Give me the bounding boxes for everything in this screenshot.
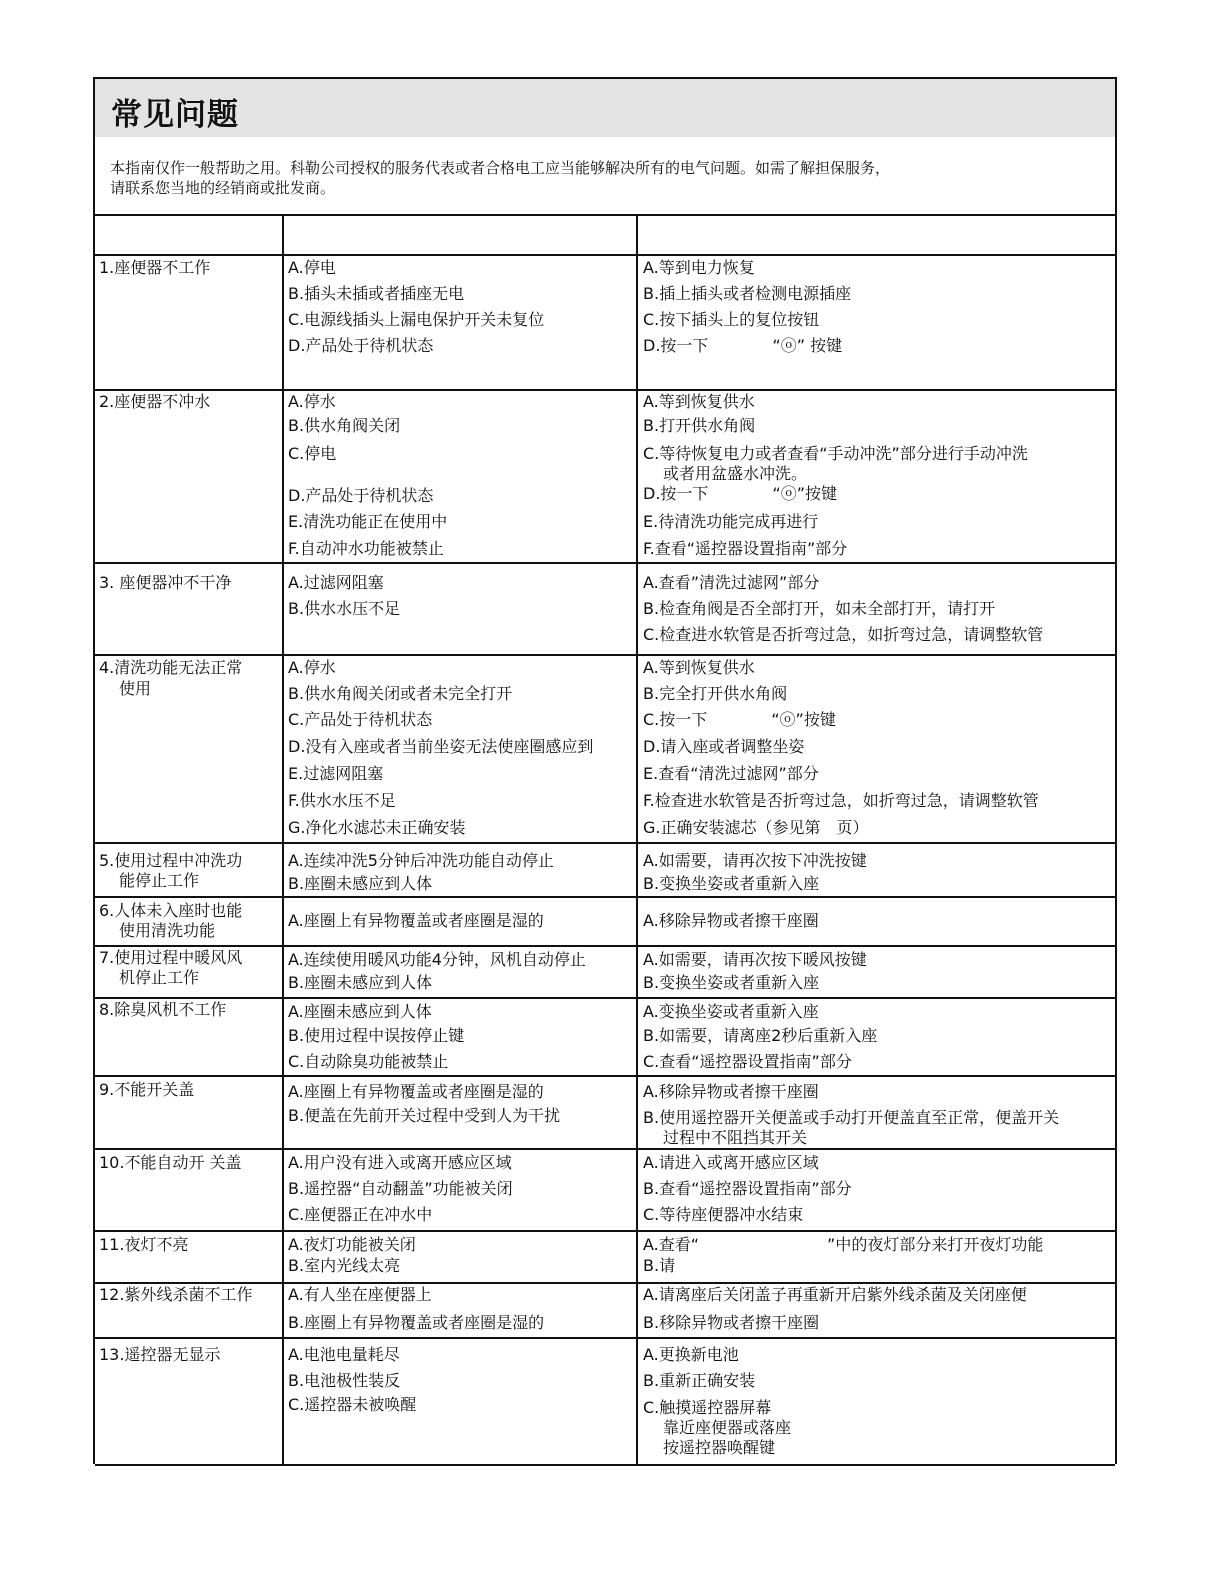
solution-text: A.如需要，请再次按下暖风按键 — [643, 950, 867, 969]
solution-text: B.变换坐姿或者重新入座 — [643, 874, 820, 893]
cause-text: B.使用过程中误按停止键 — [288, 1026, 465, 1045]
table-top-border — [95, 214, 1115, 216]
row-separator — [95, 1148, 1115, 1150]
cause-text: A.座圈上有异物覆盖或者座圈是湿的 — [288, 911, 544, 930]
solution-text: E.待清洗功能完成再进行 — [643, 512, 819, 531]
solution-text: E.查看“清洗过滤网”部分 — [643, 764, 819, 783]
intro-paragraph — [110, 158, 1100, 198]
cause-text: A.停水 — [288, 658, 336, 677]
solution-text: B.请 — [643, 1256, 676, 1275]
title-bar — [95, 79, 1115, 137]
row-separator — [95, 1075, 1115, 1077]
problem-text: 2.座便器不冲水 — [99, 392, 211, 411]
cause-text: A.电池电量耗尽 — [288, 1345, 400, 1364]
solution-text: C.按下插头上的复位按钮 — [643, 310, 820, 329]
solution-text: F.检查进水软管是否折弯过急，如折弯过急，请调整软管 — [643, 791, 1039, 810]
problem-text: 4.清洗功能无法正常 — [99, 658, 243, 677]
solution-text: A.如需要，请再次按下冲洗按键 — [643, 851, 867, 870]
solution-text: F.查看“遥控器设置指南”部分 — [643, 539, 848, 558]
solution-text: C.等待恢复电力或者查看“手动冲洗”部分进行手动冲洗 — [643, 444, 1028, 463]
cause-text: B.供水角阀关闭 — [288, 416, 401, 435]
problem-text: 5.使用过程中冲洗功 — [99, 851, 243, 870]
row-separator — [95, 389, 1115, 391]
solution-text: 靠近座便器或落座 — [663, 1418, 792, 1437]
solution-text: A.查看“ ”中的夜灯部分来打开夜灯功能 — [643, 1235, 1044, 1254]
cause-text: C.自动除臭功能被禁止 — [288, 1052, 449, 1071]
cause-text: A.连续冲洗5分钟后冲洗功能自动停止 — [288, 851, 554, 870]
row-separator — [95, 654, 1115, 656]
row-separator — [95, 896, 1115, 898]
cause-text: A.有人坐在座便器上 — [288, 1285, 432, 1304]
problem-text: 11.夜灯不亮 — [99, 1235, 189, 1254]
row-separator — [95, 842, 1115, 844]
solution-text: B.移除异物或者擦干座圈 — [643, 1313, 820, 1332]
cause-text: B.室内光线太亮 — [288, 1256, 401, 1275]
solution-text: B.检查角阀是否全部打开，如未全部打开，请打开 — [643, 599, 996, 618]
cause-text: A.过滤网阻塞 — [288, 573, 384, 592]
solution-text: C.查看“遥控器设置指南”部分 — [643, 1052, 852, 1071]
problem-text: 9.不能开关盖 — [99, 1080, 195, 1099]
solution-text: A.移除异物或者擦干座圈 — [643, 1082, 819, 1101]
solution-text: 按遥控器唤醒键 — [663, 1438, 776, 1457]
solution-text: B.打开供水角阀 — [643, 416, 756, 435]
cause-text: C.停电 — [288, 444, 337, 463]
cause-text: A.座圈上有异物覆盖或者座圈是湿的 — [288, 1082, 544, 1101]
problem-text: 使用 — [119, 679, 152, 698]
row-separator — [95, 997, 1115, 999]
cause-text: C.座便器正在冲水中 — [288, 1205, 433, 1224]
problem-text: 12.紫外线杀菌不工作 — [99, 1285, 253, 1304]
cause-text: A.停水 — [288, 392, 336, 411]
row-separator — [95, 1282, 1115, 1284]
solution-text: A.更换新电池 — [643, 1345, 739, 1364]
solution-text: C.检查进水软管是否折弯过急，如折弯过急，请调整软管 — [643, 625, 1044, 644]
solution-text: D.按一下 “ⓞ” 按键 — [643, 336, 843, 355]
solution-text: C.触摸遥控器屏幕 — [643, 1398, 772, 1417]
cause-text: A.座圈未感应到人体 — [288, 1002, 432, 1021]
column-divider-1 — [282, 215, 284, 1466]
problem-text: 1.座便器不工作 — [99, 258, 211, 277]
column-divider-2 — [636, 215, 638, 1466]
solution-text: B.查看“遥控器设置指南”部分 — [643, 1179, 852, 1198]
problem-text: 7.使用过程中暖风风 — [99, 948, 243, 967]
solution-text: B.完全打开供水角阀 — [643, 684, 788, 703]
solution-text: D.按一下 “ⓞ”按键 — [643, 484, 837, 503]
table-bottom-border — [95, 1464, 1115, 1466]
cause-text: C.遥控器未被唤醒 — [288, 1395, 417, 1414]
cause-text: F.自动冲水功能被禁止 — [288, 539, 444, 558]
problem-text: 使用清洗功能 — [119, 921, 216, 940]
cause-text: D.产品处于待机状态 — [288, 336, 434, 355]
cause-text: A.停电 — [288, 258, 336, 277]
solution-text: B.重新正确安装 — [643, 1371, 756, 1390]
solution-text: B.如需要，请离座2秒后重新入座 — [643, 1026, 878, 1045]
cause-text: A.用户没有进入或离开感应区域 — [288, 1153, 512, 1172]
cause-text: C.电源线插头上漏电保护开关未复位 — [288, 310, 545, 329]
cause-text: A.夜灯功能被关闭 — [288, 1235, 416, 1254]
solution-text: A.等到恢复供水 — [643, 392, 755, 411]
cause-text: C.产品处于待机状态 — [288, 710, 433, 729]
solution-text: A.移除异物或者擦干座圈 — [643, 911, 819, 930]
problem-text: 机停止工作 — [119, 968, 200, 987]
solution-text: 或者用盆盛水冲洗。 — [663, 464, 808, 483]
cause-text: B.插头未插或者插座无电 — [288, 284, 465, 303]
row-separator — [95, 562, 1115, 564]
row-separator — [95, 945, 1115, 947]
cause-text: B.座圈未感应到人体 — [288, 973, 433, 992]
problem-text: 3. 座便器冲不干净 — [99, 573, 232, 592]
solution-text: A.查看”清洗过滤网”部分 — [643, 573, 820, 592]
solution-text: A.变换坐姿或者重新入座 — [643, 1002, 819, 1021]
solution-text: A.等到电力恢复 — [643, 258, 755, 277]
problem-text: 8.除臭风机不工作 — [99, 1000, 227, 1019]
solution-text: C.等待座便器冲水结束 — [643, 1205, 804, 1224]
problem-text: 10.不能自动开 关盖 — [99, 1153, 242, 1172]
intro-line-2: 请联系您当地的经销商或批发商。 — [110, 179, 336, 197]
problem-text: 6.人体未入座时也能 — [99, 901, 243, 920]
cause-text: B.遥控器“自动翻盖”功能被关闭 — [288, 1179, 513, 1198]
cause-text: G.净化水滤芯未正确安装 — [288, 818, 466, 837]
cause-text: D.产品处于待机状态 — [288, 486, 434, 505]
cause-text: F.供水水压不足 — [288, 791, 396, 810]
solution-text: C.按一下 “ⓞ”按键 — [643, 710, 836, 729]
solution-text: A.请进入或离开感应区域 — [643, 1153, 819, 1172]
cause-text: B.供水角阀关闭或者未完全打开 — [288, 684, 513, 703]
solution-text: A.请离座后关闭盖子再重新开启紫外线杀菌及关闭座便 — [643, 1285, 1027, 1304]
solution-text: D.请入座或者调整坐姿 — [643, 737, 805, 756]
cause-text: E.清洗功能正在使用中 — [288, 512, 448, 531]
row-separator — [95, 1230, 1115, 1232]
row-separator — [95, 1337, 1115, 1339]
cause-text: B.供水水压不足 — [288, 599, 401, 618]
page-title: 常见问题 — [111, 97, 239, 133]
cause-text: E.过滤网阻塞 — [288, 764, 384, 783]
cause-text: B.座圈未感应到人体 — [288, 874, 433, 893]
cause-text: D.没有入座或者当前坐姿无法使座圈感应到 — [288, 737, 594, 756]
solution-text: B.插上插头或者检测电源插座 — [643, 284, 852, 303]
problem-text: 能停止工作 — [119, 871, 200, 890]
cause-text: B.座圈上有异物覆盖或者座圈是湿的 — [288, 1313, 545, 1332]
cause-text: A.连续使用暖风功能4分钟，风机自动停止 — [288, 950, 586, 969]
row-separator — [95, 254, 1115, 256]
solution-text: B.使用遥控器开关便盖或手动打开便盖直至正常，便盖开关 — [643, 1108, 1060, 1127]
solution-text: A.等到恢复供水 — [643, 658, 755, 677]
solution-text: G.正确安装滤芯（参见第 页） — [643, 818, 869, 837]
solution-text: B.变换坐姿或者重新入座 — [643, 973, 820, 992]
cause-text: B.电池极性装反 — [288, 1371, 401, 1390]
cause-text: B.便盖在先前开关过程中受到人为干扰 — [288, 1106, 561, 1125]
intro-line-1: 本指南仅作一般帮助之用。科勒公司授权的服务代表或者合格电工应当能够解决所有的电气问题。如需了解担保服务， — [110, 159, 891, 177]
problem-text: 13.遥控器无显示 — [99, 1345, 221, 1364]
solution-text: 过程中不阻挡其开关 — [663, 1128, 808, 1147]
faq-sheet — [93, 77, 1117, 1464]
